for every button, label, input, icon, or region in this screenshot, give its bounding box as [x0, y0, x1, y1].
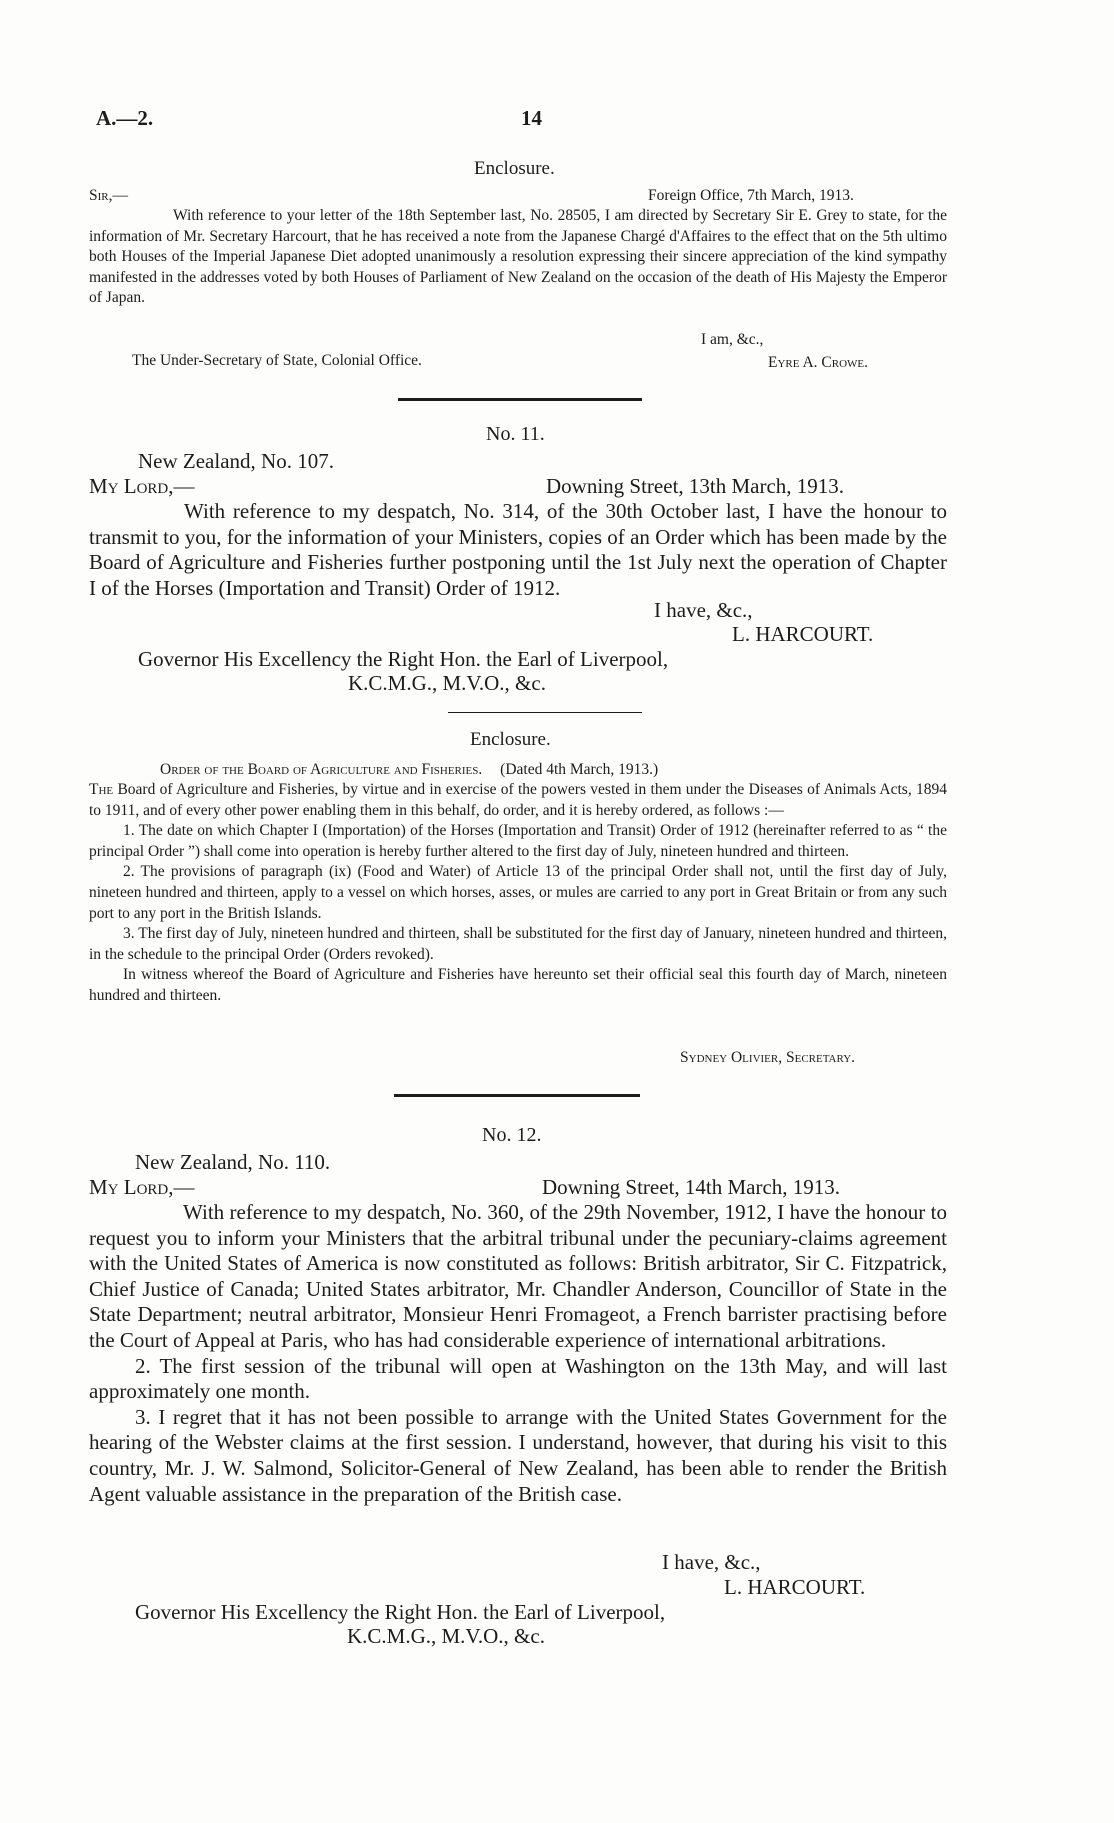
- section-divider: [448, 712, 642, 713]
- despatch-body: With reference to my despatch, No. 314, of the 30th October last, I have the honour to transmit to you, for the information of your Ministers, copies of an Order which has been made by the Board of Agriculture and Fisheries further postponing until the 1st July next the operation of Chapter I of the Horses (Importation and Transit) Order of 1912.: [89, 499, 947, 600]
- despatch-number: No. 11.: [486, 423, 545, 445]
- despatch-salutation: My Lord,—: [89, 474, 195, 498]
- despatch-paragraph-3: 3. I regret that it has not been possible to arrange with the United States Government for the hearing of the Webster claims at the first session. I understand, however, that during his visit to this country, Mr. J. W. Salmond, Solicitor-General of New Zealand, has been able to render the British Agent valuable assistance in the preparation of the British case.: [89, 1404, 947, 1506]
- despatch-paragraph-2: 2. The first session of the tribunal will open at Washington on the 13th May, and will last approximately one month.: [89, 1353, 947, 1404]
- despatch-salutation: My Lord,—: [89, 1175, 195, 1199]
- order-date: (Dated 4th March, 1913.): [500, 761, 659, 778]
- despatch-addressee-line2: K.C.M.G., M.V.O., &c.: [347, 1624, 545, 1648]
- letter-signature: Eyre A. Crowe.: [768, 354, 869, 371]
- section-divider: [394, 1094, 640, 1097]
- despatch-paragraph-1: With reference to my despatch, No. 360, of the 29th November, 1912, I have the honour to request you to inform your Ministers that the arbitral tribunal under the pecuniary-claims agreement with the United States of America is now constituted as follows: British arbitrator, Sir C. Fitzpatrick, Chief Justice of Canada; United States arbitrator, Mr. Chandler Anderson, Councillor of State in the State Department; neutral arbitrator, Monsieur Henri Fromageot, a French barrister practising before the Court of Appeal at Paris, who has had considerable experience of international arbitrations.: [89, 1200, 947, 1352]
- section-divider: [398, 398, 642, 401]
- order-title-line: [160, 760, 658, 781]
- order-signature: Sydney Olivier, Secretary.: [672, 1048, 855, 1069]
- despatch-reference: New Zealand, No. 107.: [138, 449, 334, 473]
- despatch-addressee-line1: Governor His Excellency the Right Hon. the Earl of Liverpool,: [135, 1600, 666, 1624]
- despatch-addressee-line1: Governor His Excellency the Right Hon. the Earl of Liverpool,: [138, 647, 669, 671]
- order-body: [89, 780, 947, 1007]
- despatch-body: [89, 1200, 947, 1507]
- despatch-reference: New Zealand, No. 110.: [135, 1150, 331, 1174]
- order-intro: The Board of Agriculture and Fisheries, by virtue and in exercise of the powers vested in them under the Diseases of Animals Acts, 1894 to 1911, and of every other power enabling them in this behalf, do order, and it is hereby ordered, as follows :—: [89, 781, 948, 819]
- order-paragraph-2: 2. The provisions of paragraph (ix) (Food and Water) of Article 13 of the principal Order shall not, until the first day of July, nineteen hundred and thirteen, apply to a vessel on which horses, asses, or mules are carried to any port in Great Britain or from any such port to any port in the British Islands.: [89, 863, 947, 922]
- letter-salutation: Sir,—: [89, 187, 128, 204]
- despatch-signature: L. HARCOURT.: [724, 1575, 866, 1599]
- series-reference: A.—2.: [96, 106, 154, 130]
- order-witness: In witness whereof the Board of Agriculture and Fisheries have hereunto set their official seal this fourth day of March, nineteen hundred and thirteen.: [89, 966, 947, 1004]
- despatch-addressee-line2: K.C.M.G., M.V.O., &c.: [348, 671, 546, 695]
- order-paragraph-1: 1. The date on which Chapter I (Importation) of the Horses (Importation and Transit) Order of 1912 (hereinafter referred to as “ the principal Order ”) shall come into operation is hereby further altered to the first day of July, nineteen hundred and thirteen.: [89, 822, 947, 860]
- letter-addressee: The Under-Secretary of State, Colonial Office.: [132, 352, 422, 369]
- letter-closing: I am, &c.,: [701, 331, 764, 348]
- order-paragraph-3: 3. The first day of July, nineteen hundred and thirteen, shall be substituted for the first day of January, nineteen hundred and thirteen, in the schedule to the principal Order (Orders revoked).: [89, 925, 947, 963]
- despatch-closing: I have, &c.,: [654, 1550, 761, 1576]
- enclosure-heading: Enclosure.: [470, 729, 551, 750]
- enclosure-heading: Enclosure.: [474, 158, 555, 179]
- order-intro-first-word: The: [89, 781, 114, 798]
- order-title: Order of the Board of Agriculture and Fisheries.: [160, 761, 483, 778]
- page-number: 14: [521, 106, 542, 130]
- despatch-closing: I have, &c.,: [654, 598, 753, 622]
- despatch-place-date: Downing Street, 14th March, 1913.: [542, 1175, 841, 1199]
- letter-place-date: Foreign Office, 7th March, 1913.: [648, 187, 854, 204]
- despatch-number: No. 12.: [482, 1124, 542, 1146]
- letter-body: With reference to your letter of the 18th September last, No. 28505, I am directed by Secretary Sir E. Grey to state, for the information of Mr. Secretary Harcourt, that he has received a note from the Japanese Chargé d'Affaires to the effect that on the 5th ultimo both Houses of the Imperial Japanese Diet adopted unanimously a resolution expressing their sincere appreciation of the kind sympathy manifested in the addresses voted by both Houses of Parliament of New Zealand on the occasion of the death of His Majesty the Emperor of Japan.: [89, 207, 947, 307]
- despatch-signature: L. HARCOURT.: [732, 622, 874, 646]
- despatch-place-date: Downing Street, 13th March, 1913.: [546, 474, 845, 498]
